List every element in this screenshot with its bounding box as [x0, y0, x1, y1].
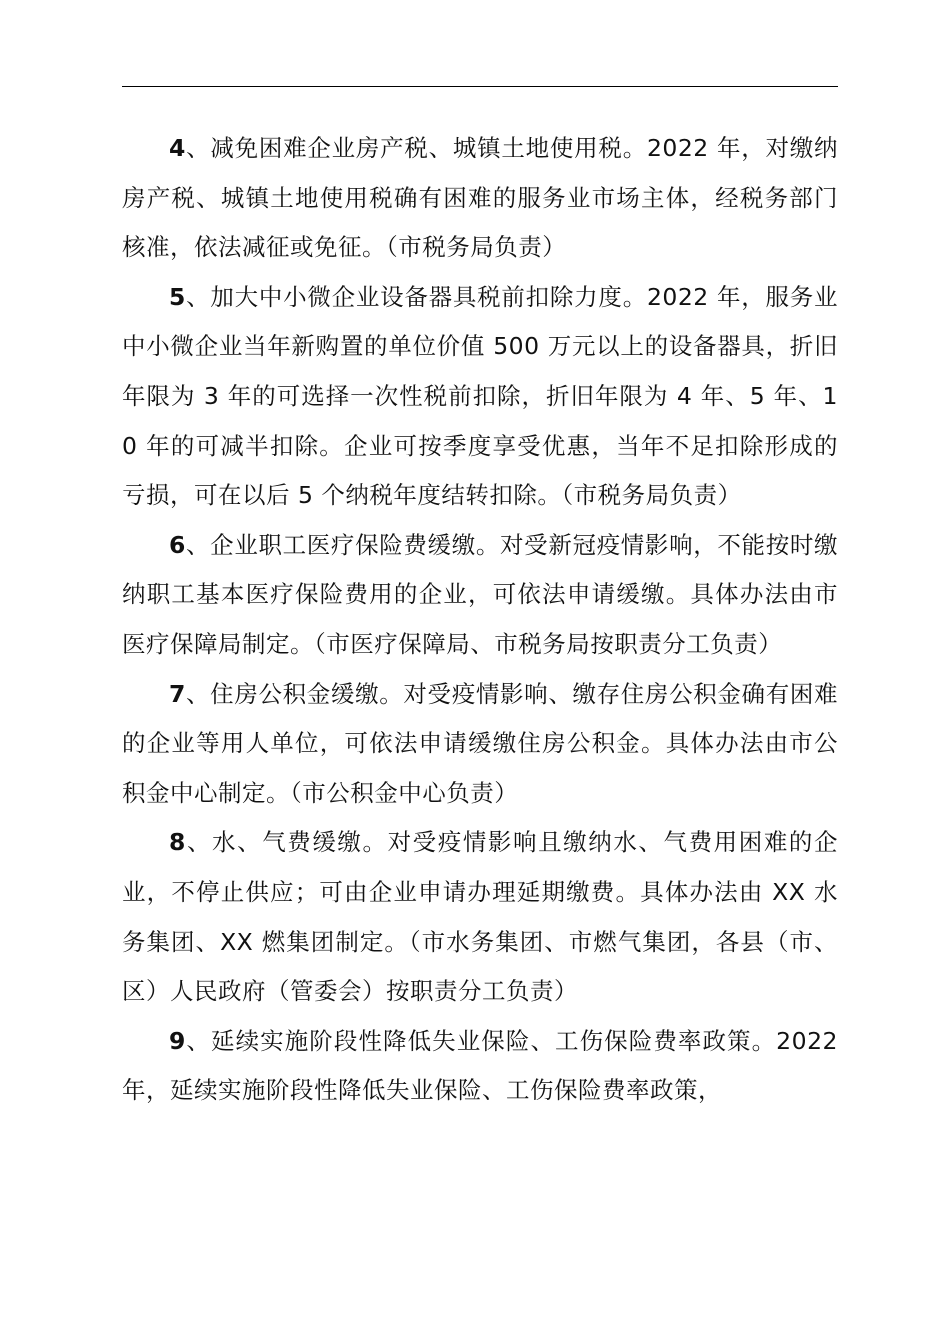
- paragraph-text: 、住房公积金缓缴。对受疫情影响、缴存住房公积金确有困难的企业等用人单位，可依法申请缓缴住房公积金。具体办法由市公积金中心制定。（市公积金中心负责）: [122, 679, 838, 807]
- paragraph-item-6: [122, 521, 838, 670]
- paragraph-item-9: [122, 1017, 838, 1116]
- item-number: 7: [169, 679, 186, 708]
- paragraph-text: 、加大中小微企业设备器具税前扣除力度。2022 年，服务业中小微企业当年新购置的单位价值 500 万元以上的设备器具，折旧年限为 3 年的可选择一次性税前扣除，折旧年限为 4 年、5 年、10 年的可减半扣除。企业可按季度享受优惠，当年不足扣除形成的亏损，可在以后 5 个纳税年度结转扣除。（市税务局负责）: [122, 282, 838, 510]
- item-number: 6: [169, 530, 186, 559]
- item-number: 9: [169, 1026, 186, 1055]
- paragraph-item-5: [122, 273, 838, 521]
- item-number: 4: [169, 134, 186, 162]
- paragraph-text: 、减免困难企业房产税、城镇土地使用税。2022 年，对缴纳房产税、城镇土地使用税确有困难的服务业市场主体，经税务部门核准，依法减征或免征。（市税务局负责）: [122, 134, 838, 262]
- item-number: 5: [169, 282, 186, 311]
- paragraph-text: 、企业职工医疗保险费缓缴。对受新冠疫情影响，不能按时缴纳职工基本医疗保险费用的企业，可依法申请缓缴。具体办法由市医疗保障局制定。（市医疗保障局、市税务局按职责分工负责）: [122, 530, 838, 658]
- paragraph-text: 、延续实施阶段性降低失业保险、工伤保险费率政策。2022 年，延续实施阶段性降低失业保险、工伤保险费率政策，: [122, 1026, 838, 1105]
- paragraph-item-8: [122, 818, 838, 1016]
- paragraph-item-4: [122, 124, 838, 273]
- paragraph-text: 、水、气费缓缴。对受疫情影响且缴纳水、气费用困难的企业，不停止供应；可由企业申请办理延期缴费。具体办法由 XX 水务集团、XX 燃集团制定。（市水务集团、市燃气集团，各县（市、区）人民政府（管委会）按职责分工负责）: [122, 828, 838, 1006]
- document-body: [122, 124, 838, 1116]
- paragraph-item-7: [122, 670, 838, 819]
- header-rule: [122, 86, 838, 87]
- item-number: 8: [169, 828, 186, 857]
